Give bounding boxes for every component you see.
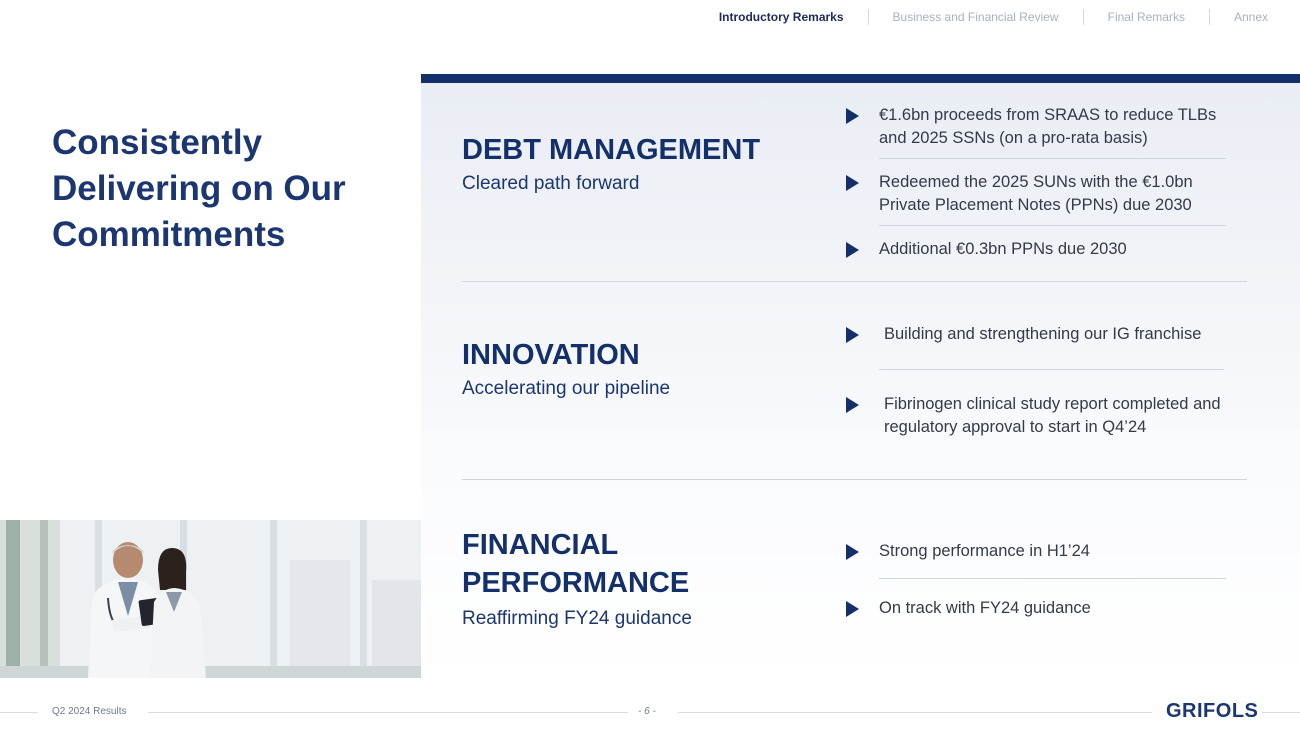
triangle-bullet-icon <box>846 175 859 191</box>
triangle-bullet-icon <box>846 544 859 560</box>
footer-rule <box>0 712 38 713</box>
triangle-bullet-icon <box>846 397 859 413</box>
bullet-item <box>846 171 1226 217</box>
bullet-text: Strong performance in H1’24 <box>879 542 1090 560</box>
footer-rule <box>148 712 628 713</box>
slide-title-line: Consistently <box>52 123 263 162</box>
section-heading: INNOVATION <box>462 339 640 371</box>
doctors-illustration <box>0 520 421 678</box>
slide-title-line: Commitments <box>52 215 286 254</box>
triangle-bullet-icon <box>846 327 859 343</box>
section-innovation <box>462 336 670 400</box>
bullet-divider <box>879 158 1226 159</box>
footer-rule <box>1262 712 1300 713</box>
section-subheading: Accelerating our pipeline <box>462 378 671 399</box>
innovation-bullets <box>846 323 1246 439</box>
footer-rule <box>678 712 1152 713</box>
slide-title <box>52 120 382 258</box>
grifols-logo: GRIFOLS <box>1166 700 1259 722</box>
nav-item-annex[interactable]: Annex <box>1233 10 1268 24</box>
footer-report-label: Q2 2024 Results <box>52 706 127 717</box>
triangle-bullet-icon <box>846 108 859 124</box>
debt-management-bullets <box>846 104 1226 261</box>
bullet-text: Redeemed the 2025 SUNs with the €1.0bn Private Placement Notes (PPNs) due 2030 <box>879 173 1193 214</box>
nav-item-business-financial-review[interactable]: Business and Financial Review <box>892 10 1059 24</box>
bullet-item <box>846 540 1226 563</box>
bullet-item <box>846 323 1246 346</box>
bullet-text: Building and strengthening our IG franchise <box>884 325 1202 343</box>
bullet-text: On track with FY24 guidance <box>879 599 1091 617</box>
slide-title-line: Delivering on Our <box>52 169 346 208</box>
top-navigation <box>695 9 1268 25</box>
nav-item-final-remarks[interactable]: Final Remarks <box>1107 10 1185 24</box>
financial-performance-bullets <box>846 540 1226 620</box>
section-heading: DEBT MANAGEMENT <box>462 134 761 166</box>
section-divider <box>462 281 1247 282</box>
section-heading: FINANCIAL <box>462 529 619 561</box>
bullet-divider <box>879 369 1224 370</box>
triangle-bullet-icon <box>846 242 859 258</box>
panel-top-bar <box>421 74 1300 83</box>
section-financial-performance <box>462 526 692 630</box>
triangle-bullet-icon <box>846 601 859 617</box>
bullet-item <box>846 393 1246 439</box>
bullet-divider <box>879 578 1226 579</box>
bullet-item <box>846 104 1226 150</box>
bullet-text: Additional €0.3bn PPNs due 2030 <box>879 240 1127 258</box>
bullet-divider <box>879 225 1226 226</box>
nav-item-introductory-remarks[interactable]: Introductory Remarks <box>718 10 844 24</box>
bullet-item <box>846 238 1226 261</box>
page-number: - 6 - <box>638 706 656 717</box>
section-divider <box>462 479 1247 480</box>
section-heading: PERFORMANCE <box>462 567 690 599</box>
bullet-text: €1.6bn proceeds from SRAAS to reduce TLBs and 2025 SSNs (on a pro-rata basis) <box>879 106 1217 147</box>
doctors-photo <box>0 520 421 678</box>
section-subheading: Cleared path forward <box>462 173 640 194</box>
bullet-item <box>846 597 1226 620</box>
bullet-text: Fibrinogen clinical study report completed and regulatory approval to start in Q4’24 <box>884 395 1221 436</box>
section-debt-management <box>462 131 760 195</box>
section-subheading: Reaffirming FY24 guidance <box>462 608 692 629</box>
